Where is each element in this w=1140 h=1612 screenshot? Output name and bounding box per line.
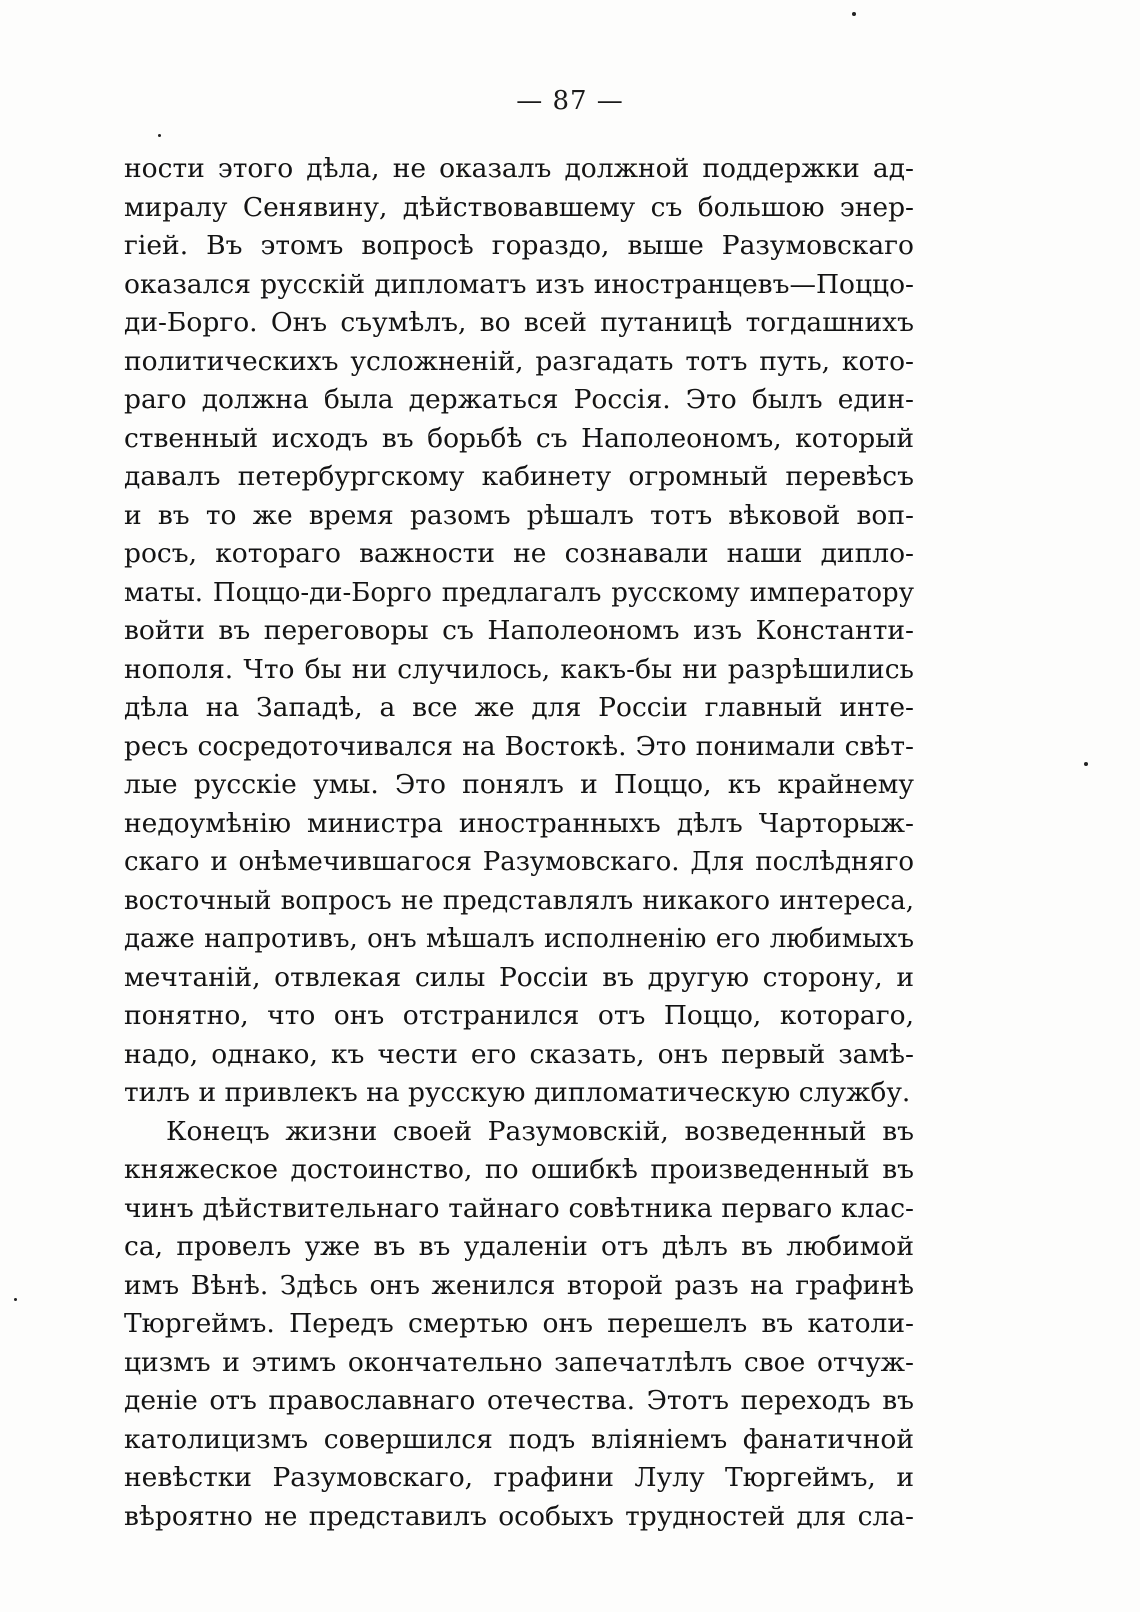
text-line: деніе отъ православнаго отечества. Этотъ переходъ въ [124,1385,914,1416]
text-line: ресъ сосредоточивался на Востокѣ. Это понимали свѣт- [124,730,914,762]
text-line: княжеское достоинство, по ошибкѣ произведенный въ [124,1154,914,1185]
scan-speck [852,12,856,16]
text-line: са, провелъ уже въ въ удаленіи отъ дѣлъ въ любимой [124,1231,914,1262]
text-line: маты. Поццо-ди-Борго предлагалъ русскому императору [124,577,914,608]
scan-speck [1084,762,1088,766]
text-line: даже напротивъ, онъ мѣшалъ исполненію его любимыхъ [124,924,914,954]
text-line: имъ Вѣнѣ. Здѣсь онъ женился второй разъ на графинѣ [124,1269,914,1301]
text-line: католицизмъ совершился подъ вліяніемъ фанатичной [124,1423,914,1455]
text-line: давалъ петербургскому кабинету огромный перевѣсъ [124,461,914,492]
text-line: мечтаній, отвлекая силы Россіи въ другую сторону, и [124,961,914,993]
text-line: вѣроятно не представилъ особыхъ трудностей для сла- [124,1500,914,1532]
text-line: чинъ дѣйствительнаго тайнаго совѣтника перваго клас- [124,1192,914,1224]
text-line: войти въ переговоры съ Наполеономъ изъ Константи- [124,615,914,646]
text-line: миралу Сенявину, дѣйствовавшему съ большою энер- [124,191,914,223]
text-line: лые русскіе умы. Это понялъ и Поццо, къ крайнему [124,769,914,800]
page-number: — 87 — [516,86,624,116]
text-line: Тюргеймъ. Передъ смертью онъ перешелъ въ католи- [124,1308,914,1339]
text-line: и въ то же время разомъ рѣшалъ тотъ вѣковой воп- [124,499,914,531]
scan-speck [158,134,161,137]
text-line: ди-Борго. Онъ съумѣлъ, во всей путаницѣ тогдашнихъ [124,307,914,338]
text-line: политическихъ усложненій, разгадать тотъ путь, кото- [124,345,914,377]
text-line: восточный вопросъ не представлялъ никакого интереса, [124,885,914,916]
text-line: гіей. Въ этомъ вопросѣ гораздо, выше Разумовскаго [124,230,914,261]
body-text [124,150,914,1536]
text-line: тилъ и привлекъ на русскую дипломатическую службу. [124,1077,911,1108]
text-line: недоумѣнію министра иностранныхъ дѣлъ Чарторыж- [124,807,914,839]
text-line: раго должна была держаться Россія. Это былъ един- [124,384,914,415]
text-line: невѣстки Разумовскаго, графини Лулу Тюргеймъ, и [124,1462,914,1493]
text-line: цизмъ и этимъ окончательно запечатлѣлъ свое отчуж- [124,1346,914,1378]
text-line: ственный исходъ въ борьбѣ съ Наполеономъ, который [124,422,914,454]
text-line: росъ, котораго важности не сознавали наши дипло- [124,538,914,569]
text-line: оказался русскій дипломатъ изъ иностранцевъ—Поццо- [124,268,914,300]
text-line: нополя. Что бы ни случилось, какъ-бы ни разрѣшились [124,653,914,685]
text-line: скаго и онѣмечившагося Разумовскаго. Для послѣдняго [124,847,914,877]
text-line: Конецъ жизни своей Разумовскій, возведенный въ [166,1115,914,1147]
text-line: ности этого дѣла, не оказалъ должной поддержки ад- [124,153,914,184]
text-line: дѣла на Западѣ, а все же для Россіи главный инте- [124,692,914,723]
scan-speck [14,1298,17,1301]
text-line: надо, однако, къ чести его сказать, онъ первый замѣ- [124,1038,914,1070]
text-line: понятно, что онъ отстранился отъ Поццо, котораго, [124,1000,914,1031]
